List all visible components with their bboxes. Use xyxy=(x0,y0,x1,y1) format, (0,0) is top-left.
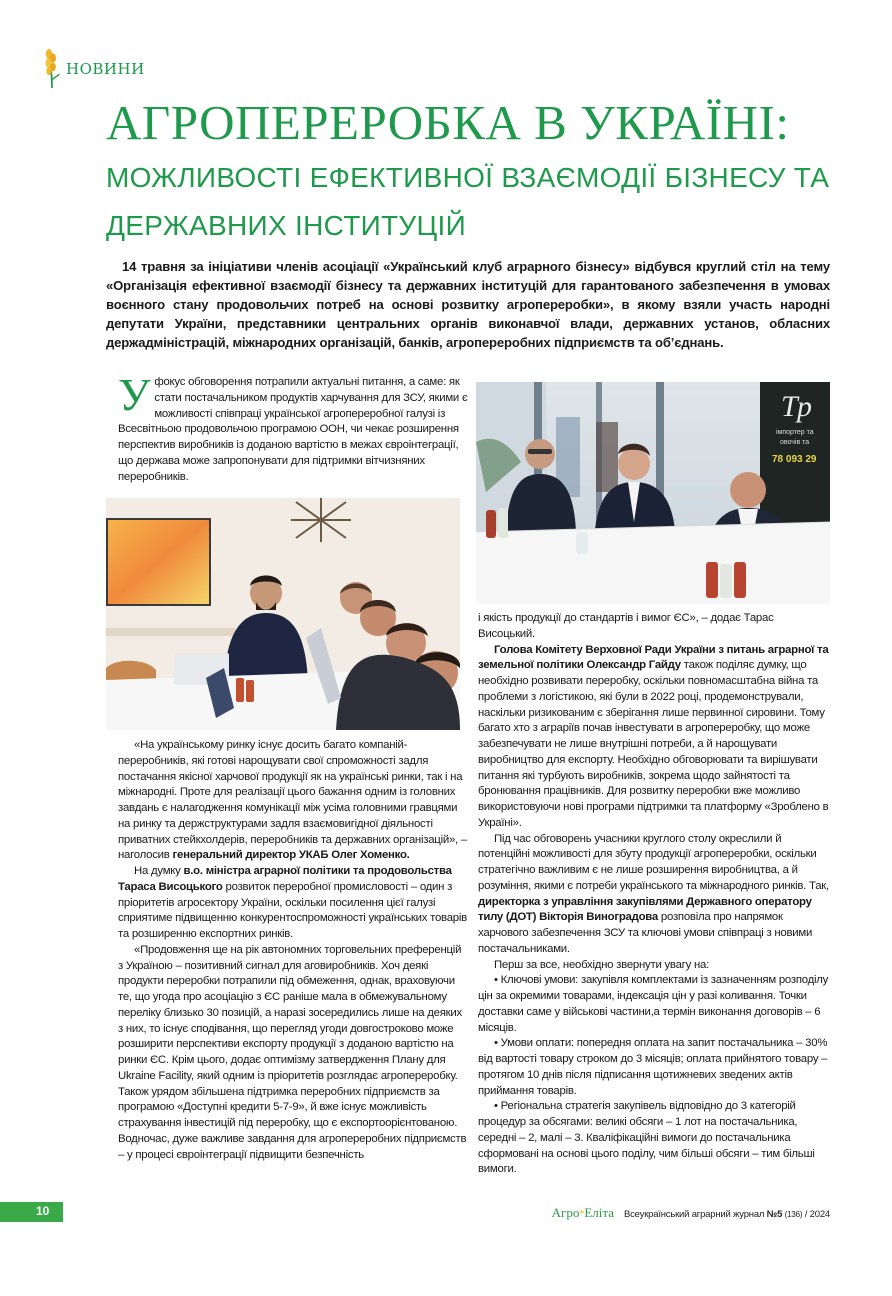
haidu-attribution: Голова Комітету Верховної Ради України з питань аграрної та земельної політики Олександр Гайду xyxy=(478,643,829,672)
vynohradova-paragraph: Під час обговорень учасники круглого столу окреслили й потенційні можливості для збуту продукції агропереробки, оскільки стратегічно важливим є не лише розширення виробництва, а й розуміння, якими є потреби українського та міжнародного ринків. Так, директорка з управління закупівлями Державного оператору тилу (ДОТ) Вікторія Виноградова розповіла про напрямок харчового забезпечення ЗСУ та ключові умови співпраці з новими постачальниками. xyxy=(478,832,829,955)
bullet-key-conditions: • Ключові умови: закупівля комплектами із зазначенням розподілу цін за окремими товарами, індексація цін у разі коливання. Точки доставки саме у військові частини,а термін виконання договорів – 6 місяців. xyxy=(478,974,829,1034)
brand-logo: Агро*Еліта xyxy=(551,1205,614,1220)
conditions-intro: Перш за все, необхідно звернути увагу на: xyxy=(494,958,709,971)
haidu-paragraph: Голова Комітету Верховної Ради України з питань аграрної та земельної політики Олександр Гайду також поділяє думку, що необхідно розвивати переробку, оскільки повномасштабна війна та проблеми з логістикою, які були в 2022 році, продемонстрували, наскільки ризикованим є зберігання лише первинної сировини. Тому багато хто з аграріїв почав інвестувати в агропереробку, що може забезпечувати не лише внутрішні потреби, а й нарощувати виробництво для експорту. Необхідно обговорювати та вирішувати питання які турбують виробників, зокрема щодо зайнятості та бронювання працівників. Для розвитку переробки вже можливо використовуючи нові програми підтримки та платформу «Зроблено в Україні». xyxy=(478,643,829,829)
article-title: АГРОПЕРЕРОБКА В УКРАЇНІ: xyxy=(106,95,790,150)
meeting-photo-illustration xyxy=(106,498,460,730)
drop-cap: У xyxy=(118,369,151,420)
khomenko-quote: «На українському ринку існує досить багато компаній-переробників, які готові нарощувати свої спроможності задля постачання якісної харчової продукції як на українські ринки, так і на міжнародні. Проте для реалізації цього бажання одним із головних завдань є налагодження комунікації між усіма головними гравцями на ринку та держструктурами задля взаємовигідної діяльності приватних стейкхолдерів, переробників та державних організацій», – наголосив генеральний директор УКАБ Олег Хоменко. xyxy=(118,739,467,862)
poster-logo-text: Тр xyxy=(781,390,812,423)
panel-photo-illustration xyxy=(476,382,830,604)
poster-phone: 78 093 29 xyxy=(772,454,817,465)
bullet-regional-strategy: • Регіональна стратегія закупівель відповідно до 3 категорій процедур за обсягами: великі обсяги – 1 лот на постачальника, середні – 2, малі – 3. Кваліфікаційні вимоги до постачальника сформовані на основі цього поділу, чим більші обсяги – тим більші вимоги. xyxy=(478,1100,815,1176)
lead-paragraph: 14 травня за ініціативи членів асоціації «Український клуб аграрного бізнесу» відбувся круглий стіл на тему «Організація ефективної взаємодії бізнесу та державних інституцій для гарантованого забезпечення в умовах воєнного стану продовольчих потреб на основі розвитку агропереробки», в якому взяли участь народні депутати України, представники центральних органів виконавчої влади, державних установ, обласних держадміністрацій, міжнародних організацій, банків, агропереробних підприємств та об’єднань. xyxy=(106,259,830,350)
poster-line-2: овочів та xyxy=(780,439,810,446)
wall-clock-decor xyxy=(291,498,351,542)
page-number: 10 xyxy=(36,1204,50,1218)
article-subtitle: МОЖЛИВОСТІ ЕФЕКТИВНОЇ ВЗАЄМОДІЇ БІЗНЕСУ ТА ДЕРЖАВНИХ ІНСТИТУЦІЙ xyxy=(106,162,830,241)
page-number-bar xyxy=(0,1202,63,1222)
vysotskyi-quote-end: і якість продукції до стандартів і вимог ЄС», – додає Тарас Висоцький. xyxy=(478,612,774,640)
khomenko-attribution: генеральний директор УКАБ Олег Хоменко. xyxy=(172,849,410,862)
poster-line-1: імпортер та xyxy=(776,429,814,436)
bullet-payment-conditions: • Умови оплати: попередня оплата на запит постачальника – 30% від вартості товару строком до 3 місяців; оплата прийнятого товару – протягом 10 днів після підписання щотижневих зведених актів приймання товарів. xyxy=(478,1037,828,1097)
journal-issue: Всеукраїнський аграрний журнал №5 (136) / 2024 xyxy=(623,1209,830,1220)
left-column xyxy=(118,738,468,1163)
panel-speakers-photo xyxy=(476,382,830,604)
wheat-icon xyxy=(42,44,62,90)
section-tag xyxy=(42,44,145,90)
intro-text: фокус обговорення потрапили актуальні питання, а саме: як стати постачальником продуктів харчування для ЗСУ, якими є можливості співпраці української агропереробної галузі із Всесвітньою продовольчою програмою ООН, чи чекає розширення перспектив виробників із доданою вартістю в межах євроінтеграції, що держава може запропонувати для підтримки вітчизняних переробників. xyxy=(118,376,468,483)
intro-paragraph xyxy=(118,369,468,485)
section-label: НОВИНИ xyxy=(66,60,145,78)
vysotskyi-paragraph: На думку в.о. міністра аграрної політики та продовольства Тараса Висоцького розвиток переробної промисловості – один з пріоритетів агросектору України, оскільки посилення цієї галузі сприятиме підвищенню конкурентоспроможності українських товарів та розширенню експортних ринків. xyxy=(118,865,467,940)
vysotskyi-attribution: в.о. міністра аграрної політики та продовольства Тараса Висоцького xyxy=(118,865,452,893)
journal-footer xyxy=(552,1205,830,1221)
vysotskyi-quote: «Продовження ще на рік автономних торговельних преференцій з Україною – позитивний сигнал для аговиробників. Хоч деякі продукти переробки потрапили під обмеження, однак, враховуючи те, що угода про асоціацію з ЄС раніше мала в обмежувальному переліку близько 30 позицій, а наразі зосередились лише на деяких з них, то існує сподівання, що перегляд угоди довгостроково може розширити перспективи експорту продукції з доданою вартістю на ринки ЄС. Крім цього, додає оптимізму затвердження Плану для Ukraine Facility, який одним із пріоритетів розглядає агропереробку. Також урядом збільшена підтримка переробних підприємств за програмою «Доступні кредити 5-7-9», й вже існує можливість страхування інвестицій під переробку, що є експортоорієнтованою. Водночас, дуже важливе завдання для агропереробних підприємств – у процесі євроінтеграції підвищити безпечність xyxy=(118,943,467,1161)
round-table-meeting-photo xyxy=(106,498,460,730)
star-icon: * xyxy=(579,1209,585,1220)
right-column xyxy=(478,611,830,1178)
vynohradova-attribution: директорка з управління закупівлями Державного оператору тилу (ДОТ) Вікторія Виноградова xyxy=(478,895,812,924)
